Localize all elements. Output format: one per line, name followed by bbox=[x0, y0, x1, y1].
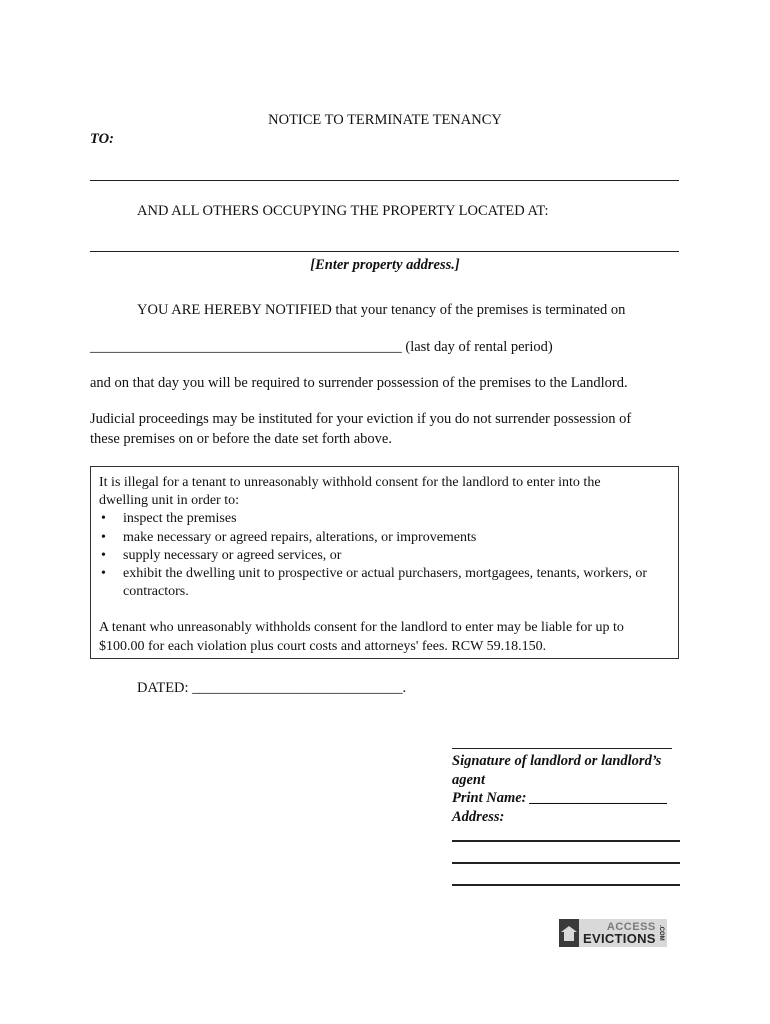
signature-label: Signature of landlord or landlord’s bbox=[452, 753, 662, 769]
logo-word-evictions: EVICTIONS bbox=[583, 931, 656, 946]
surrender-text: and on that day you will be required to surrender possession of the premises to the Landlord. bbox=[90, 375, 628, 391]
document-title: NOTICE TO TERMINATE TENANCY bbox=[268, 112, 502, 128]
bullet-continuation: contractors. bbox=[123, 584, 189, 600]
address-placeholder: [Enter property address.] bbox=[310, 257, 460, 273]
to-label: TO: bbox=[90, 131, 114, 147]
termination-date-row bbox=[90, 339, 553, 356]
box-intro-2: dwelling unit in order to: bbox=[99, 493, 239, 509]
logo-word-access: ACCESS bbox=[606, 921, 656, 933]
house-icon bbox=[559, 919, 579, 947]
address-line bbox=[90, 251, 679, 252]
box-penalty-1: A tenant who unreasonably withholds consent for the landlord to enter may be liable for up to bbox=[99, 620, 624, 636]
judicial-text-1: Judicial proceedings may be instituted for your eviction if you do not surrender possession of bbox=[90, 411, 632, 427]
judicial-text-2: these premises on or before the date set forth above. bbox=[90, 431, 392, 447]
address-line-2 bbox=[452, 862, 680, 864]
list-item: • inspect the premises bbox=[99, 510, 670, 528]
box-penalty-2: $100.00 for each violation plus court costs and attorneys' fees. RCW 59.18.150. bbox=[99, 638, 547, 654]
signature-label-cont: agent bbox=[452, 771, 486, 788]
termination-date-blank: ___________________________________________ bbox=[90, 339, 402, 355]
bullet-icon: • bbox=[101, 566, 106, 582]
bullet-icon: • bbox=[101, 511, 106, 527]
dated-row bbox=[137, 680, 406, 697]
address-line-1 bbox=[452, 840, 680, 842]
signature-block bbox=[452, 752, 668, 826]
list-item: • exhibit the dwelling unit to prospective or actual purchasers, mortgagees, tenants, workers, or contractors. bbox=[101, 566, 648, 600]
dated-label: DATED: bbox=[137, 680, 189, 696]
recipient-line bbox=[90, 180, 679, 181]
access-evictions-logo bbox=[559, 919, 667, 947]
list-item: • make necessary or agreed repairs, alterations, or improvements bbox=[99, 529, 670, 547]
box-bullet-list bbox=[99, 510, 670, 601]
dated-blank: _____________________________. bbox=[192, 680, 407, 696]
box-intro-1: It is illegal for a tenant to unreasonably withhold consent for the landlord to enter into the bbox=[99, 475, 601, 490]
address-line-3 bbox=[452, 884, 680, 886]
address-label: Address: bbox=[452, 808, 505, 825]
entry-consent-box bbox=[90, 466, 679, 659]
bullet-icon: • bbox=[101, 529, 106, 545]
occupants-text: AND ALL OTHERS OCCUPYING THE PROPERTY LOCATED AT: bbox=[137, 203, 549, 219]
notice-text: YOU ARE HEREBY NOTIFIED that your tenancy of the premises is terminated on bbox=[137, 302, 626, 318]
date-note: (last day of rental period) bbox=[405, 339, 553, 355]
bullet-icon: • bbox=[101, 547, 106, 563]
logo-suffix: .COM bbox=[657, 925, 664, 941]
signature-line bbox=[452, 748, 672, 749]
list-item: • supply necessary or agreed services, or bbox=[99, 547, 670, 565]
print-name-field: Print Name: ___________________ bbox=[452, 790, 668, 806]
